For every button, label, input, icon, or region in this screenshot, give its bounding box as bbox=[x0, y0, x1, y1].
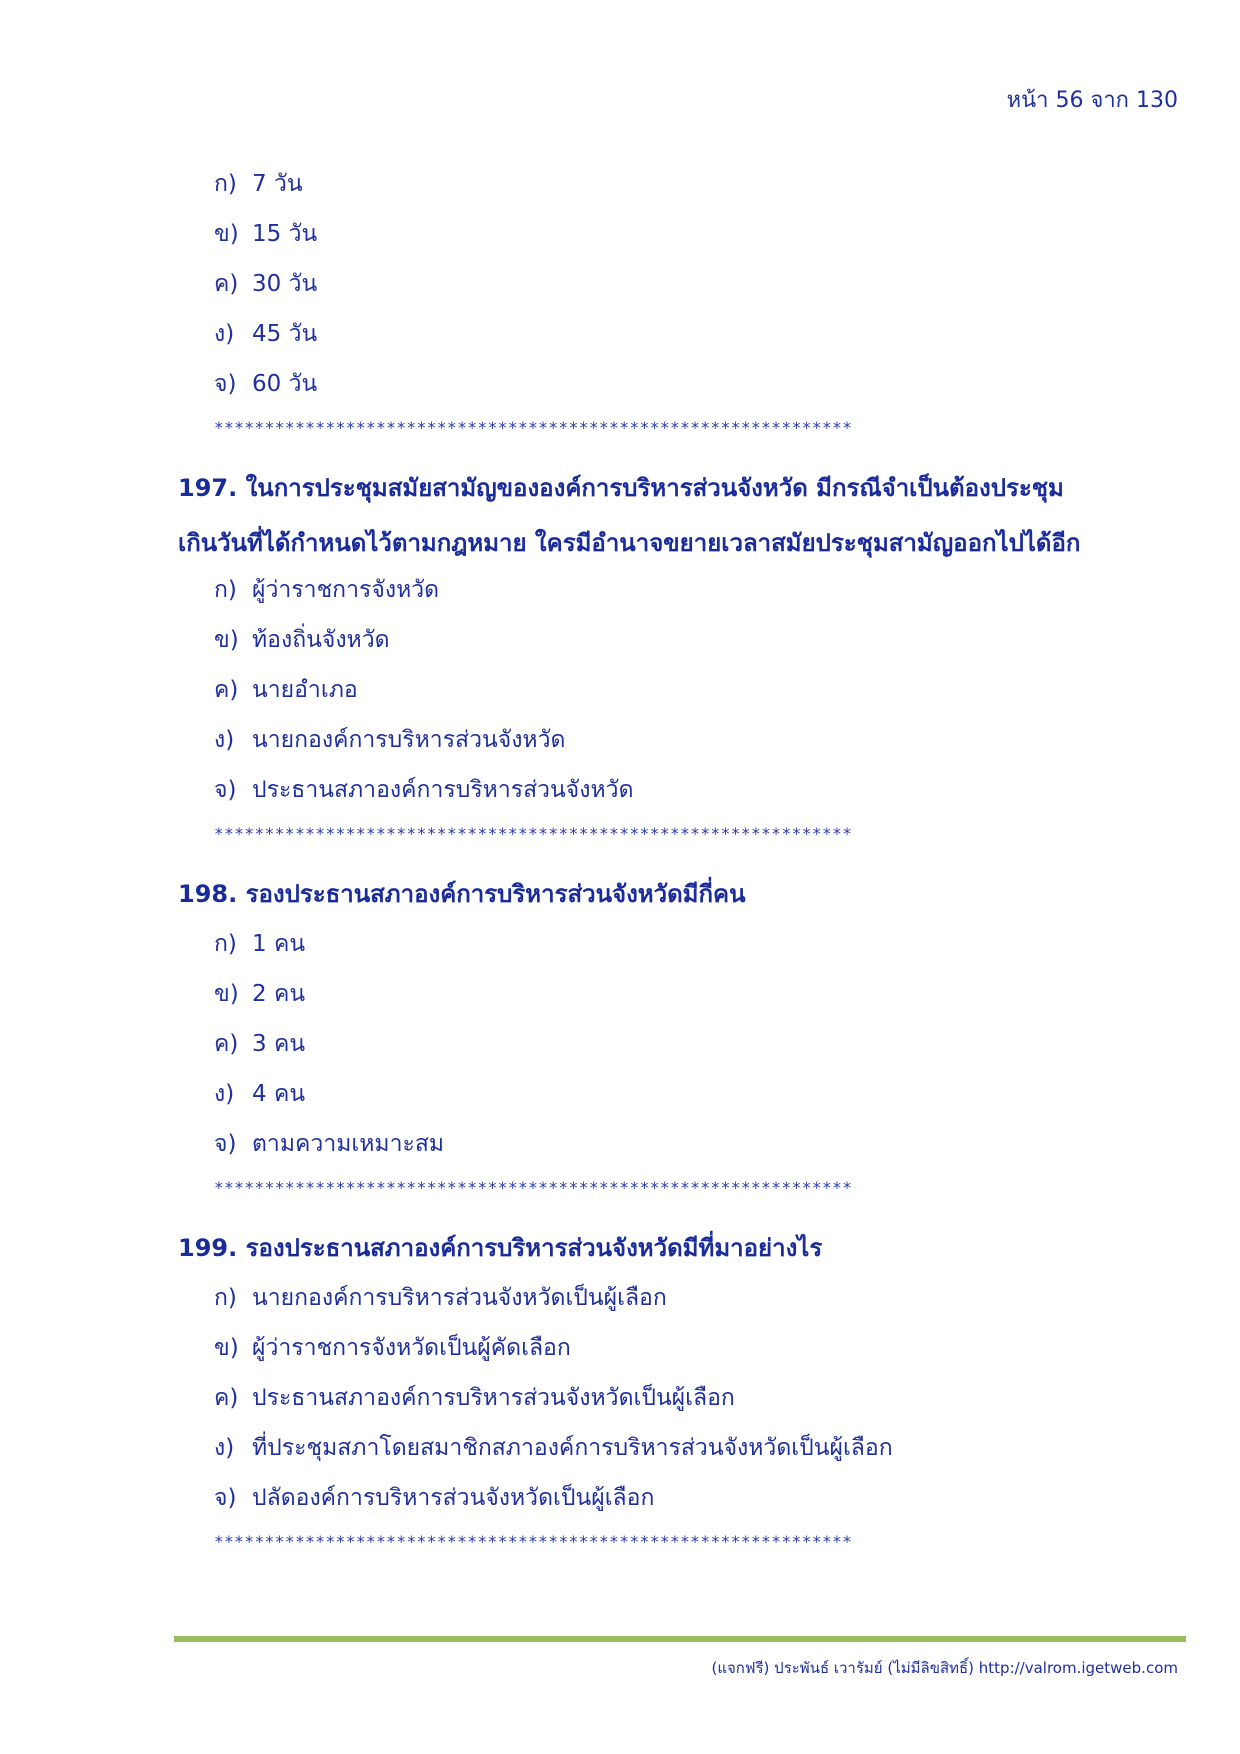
option-text: 30 วัน bbox=[252, 271, 318, 297]
option-text: ท้องถิ่นจังหวัด bbox=[252, 627, 390, 653]
option-letter: จ) bbox=[214, 1485, 237, 1511]
option-letter: ก) bbox=[214, 931, 237, 957]
option-letter: ค) bbox=[214, 1385, 239, 1411]
option-letter: จ) bbox=[214, 777, 237, 803]
option-item bbox=[214, 166, 303, 202]
option-letter: จ) bbox=[214, 371, 237, 397]
option-text: ประธานสภาองค์การบริหารส่วนจังหวัด bbox=[252, 777, 634, 803]
option-text: ผู้ว่าราชการจังหวัด bbox=[252, 577, 440, 603]
option-text: 60 วัน bbox=[252, 371, 318, 397]
option-item bbox=[214, 216, 317, 252]
option-text: 2 คน bbox=[252, 981, 306, 1007]
option-text: 1 คน bbox=[252, 931, 306, 957]
option-item bbox=[214, 1330, 571, 1366]
option-item bbox=[214, 976, 305, 1012]
option-text: นายกองค์การบริหารส่วนจังหวัด bbox=[252, 727, 566, 753]
page-number: หน้า 56 จาก 130 bbox=[1006, 88, 1178, 113]
option-letter: ง) bbox=[214, 321, 235, 347]
question-197-line-2: เกินวันที่ได้กำหนดไว้ตามกฎหมาย ใครมีอำนาจขยายเวลาสมัยประชุมสามัญออกไปได้อีก bbox=[178, 529, 1081, 557]
option-text: ประธานสภาองค์การบริหารส่วนจังหวัดเป็นผู้เลือก bbox=[252, 1385, 735, 1411]
option-item bbox=[214, 1280, 667, 1316]
option-letter: ก) bbox=[214, 577, 237, 603]
asterisk-divider: *************************************************************** bbox=[214, 1532, 853, 1551]
option-item bbox=[214, 366, 317, 402]
option-text: ปลัดองค์การบริหารส่วนจังหวัดเป็นผู้เลือก bbox=[252, 1485, 655, 1511]
option-letter: ง) bbox=[214, 1435, 235, 1461]
option-text: 45 วัน bbox=[252, 321, 318, 347]
option-item bbox=[214, 316, 317, 352]
option-letter: ข) bbox=[214, 221, 239, 247]
option-text: 15 วัน bbox=[252, 221, 318, 247]
option-text: ที่ประชุมสภาโดยสมาชิกสภาองค์การบริหารส่วนจังหวัดเป็นผู้เลือก bbox=[252, 1435, 893, 1461]
option-letter: ค) bbox=[214, 271, 239, 297]
option-letter: จ) bbox=[214, 1131, 237, 1157]
option-item bbox=[214, 572, 439, 608]
option-letter: ค) bbox=[214, 677, 239, 703]
option-item bbox=[214, 772, 634, 808]
option-letter: ข) bbox=[214, 627, 239, 653]
option-item bbox=[214, 1076, 305, 1112]
option-letter: ค) bbox=[214, 1031, 239, 1057]
footer-credit: (แจกฟรี) ประพันธ์ เวารัมย์ (ไม่มีลิขสิทธิ์) http://valrom.igetweb.com bbox=[711, 1659, 1178, 1677]
option-letter: ก) bbox=[214, 171, 237, 197]
question-197-line-1: 197. ในการประชุมสมัยสามัญขององค์การบริหารส่วนจังหวัด มีกรณีจำเป็นต้องประชุม bbox=[178, 474, 1064, 502]
question-198: 198. รองประธานสภาองค์การบริหารส่วนจังหวัดมีกี่คน bbox=[178, 880, 746, 908]
option-item bbox=[214, 1430, 893, 1466]
option-item bbox=[214, 1026, 305, 1062]
option-text: ตามความเหมาะสม bbox=[252, 1131, 445, 1157]
option-letter: ง) bbox=[214, 1081, 235, 1107]
option-text: 3 คน bbox=[252, 1031, 306, 1057]
option-text: นายกองค์การบริหารส่วนจังหวัดเป็นผู้เลือก bbox=[252, 1285, 667, 1311]
option-letter: ก) bbox=[214, 1285, 237, 1311]
option-item bbox=[214, 672, 358, 708]
option-item bbox=[214, 1480, 654, 1516]
option-text: ผู้ว่าราชการจังหวัดเป็นผู้คัดเลือก bbox=[252, 1335, 571, 1361]
option-text: 7 วัน bbox=[252, 171, 303, 197]
option-letter: ง) bbox=[214, 727, 235, 753]
asterisk-divider: *************************************************************** bbox=[214, 418, 853, 437]
footer-divider bbox=[174, 1636, 1186, 1642]
option-letter: ข) bbox=[214, 1335, 239, 1361]
option-item bbox=[214, 722, 565, 758]
option-item bbox=[214, 1380, 735, 1416]
question-199: 199. รองประธานสภาองค์การบริหารส่วนจังหวัดมีที่มาอย่างไร bbox=[178, 1234, 823, 1262]
option-item bbox=[214, 1126, 444, 1162]
asterisk-divider: *************************************************************** bbox=[214, 1178, 853, 1197]
option-item bbox=[214, 622, 390, 658]
asterisk-divider: *************************************************************** bbox=[214, 824, 853, 843]
option-text: นายอำเภอ bbox=[252, 677, 358, 703]
option-text: 4 คน bbox=[252, 1081, 306, 1107]
option-item bbox=[214, 266, 317, 302]
option-letter: ข) bbox=[214, 981, 239, 1007]
option-item bbox=[214, 926, 305, 962]
